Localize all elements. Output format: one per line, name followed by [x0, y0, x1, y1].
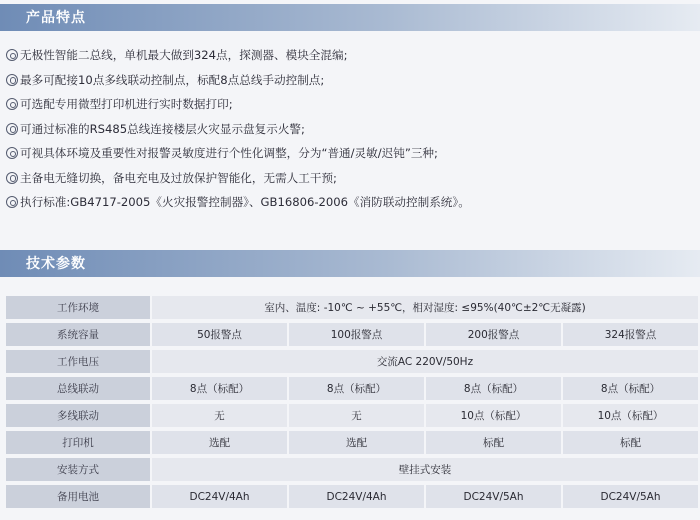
- feature-item: [6, 117, 696, 142]
- spec-row: [6, 404, 698, 427]
- circle-bullet-icon: [6, 147, 18, 159]
- spec-cell: 选配: [289, 431, 424, 454]
- spec-row: [6, 377, 698, 400]
- spec-cell: DC24V/4Ah: [289, 485, 424, 508]
- feature-item: [6, 68, 696, 93]
- specs-section-title: 技术参数: [26, 256, 86, 272]
- spec-cell: 选配: [152, 431, 287, 454]
- spec-value: 室内、温度: -10℃ ~ +55℃，相对湿度: ≤95%(40℃±2℃无凝露): [152, 296, 698, 319]
- spec-label: 打印机: [6, 431, 150, 454]
- spec-row: [6, 350, 698, 373]
- feature-text: 最多可配接10点多线联动控制点，标配8点总线手动控制点;: [20, 72, 325, 87]
- spec-cell: 200报警点: [426, 323, 561, 346]
- spec-cell: 50报警点: [152, 323, 287, 346]
- spec-value: 交流AC 220V/50Hz: [152, 350, 698, 373]
- spec-cell: 10点（标配）: [426, 404, 561, 427]
- feature-text: 主备电无缝切换，备电充电及过放保护智能化，无需人工干预;: [20, 170, 337, 185]
- circle-bullet-icon: [6, 123, 18, 135]
- spec-cell: 8点（标配）: [152, 377, 287, 400]
- spec-table: [4, 292, 700, 512]
- spec-cell: DC24V/5Ah: [426, 485, 561, 508]
- spec-cell: 标配: [426, 431, 561, 454]
- spec-cell: 标配: [563, 431, 698, 454]
- spec-label: 工作环境: [6, 296, 150, 319]
- spec-label: 安装方式: [6, 458, 150, 481]
- circle-bullet-icon: [6, 74, 18, 86]
- spec-cell: 100报警点: [289, 323, 424, 346]
- spec-cell: 8点（标配）: [289, 377, 424, 400]
- feature-text: 可通过标准的RS485总线连接楼层火灾显示盘复示火警;: [20, 121, 305, 136]
- spec-cell: DC24V/5Ah: [563, 485, 698, 508]
- spec-row: [6, 323, 698, 346]
- spec-cell: 无: [152, 404, 287, 427]
- spec-label: 多线联动: [6, 404, 150, 427]
- spec-cell: 10点（标配）: [563, 404, 698, 427]
- feature-text: 无极性智能二总线，单机最大做到324点，探测器、模块全混编;: [20, 48, 348, 62]
- feature-text: 可选配专用微型打印机进行实时数据打印;: [20, 97, 233, 111]
- spec-cell: 8点（标配）: [563, 377, 698, 400]
- feature-item: [6, 43, 696, 68]
- circle-bullet-icon: [6, 49, 18, 61]
- spec-cell: DC24V/4Ah: [152, 485, 287, 508]
- circle-bullet-icon: [6, 196, 18, 208]
- spec-cell: 8点（标配）: [426, 377, 561, 400]
- feature-list: [6, 43, 696, 215]
- spec-value: 壁挂式安装: [152, 458, 698, 481]
- spec-row: [6, 431, 698, 454]
- feature-item: [6, 141, 696, 166]
- spec-row: [6, 485, 698, 508]
- feature-item: [6, 190, 696, 215]
- spec-row: [6, 296, 698, 319]
- spec-cell: 324报警点: [563, 323, 698, 346]
- feature-text: 执行标准:GB4717-2005《火灾报警控制器》、GB16806-2006《消防联动控制系统》。: [20, 195, 470, 209]
- features-section-title: 产品特点: [26, 10, 86, 26]
- spec-label: 系统容量: [6, 323, 150, 346]
- circle-bullet-icon: [6, 172, 18, 184]
- spec-label: 工作电压: [6, 350, 150, 373]
- features-section-header: [0, 4, 700, 31]
- spec-cell: 无: [289, 404, 424, 427]
- feature-item: [6, 92, 696, 117]
- spec-label: 总线联动: [6, 377, 150, 400]
- feature-text: 可视具体环境及重要性对报警灵敏度进行个性化调整，分为“普通/灵敏/迟钝”三种;: [20, 146, 438, 160]
- spec-row: [6, 458, 698, 481]
- spec-label: 备用电池: [6, 485, 150, 508]
- specs-section-header: [0, 250, 700, 277]
- circle-bullet-icon: [6, 98, 18, 110]
- feature-item: [6, 166, 696, 191]
